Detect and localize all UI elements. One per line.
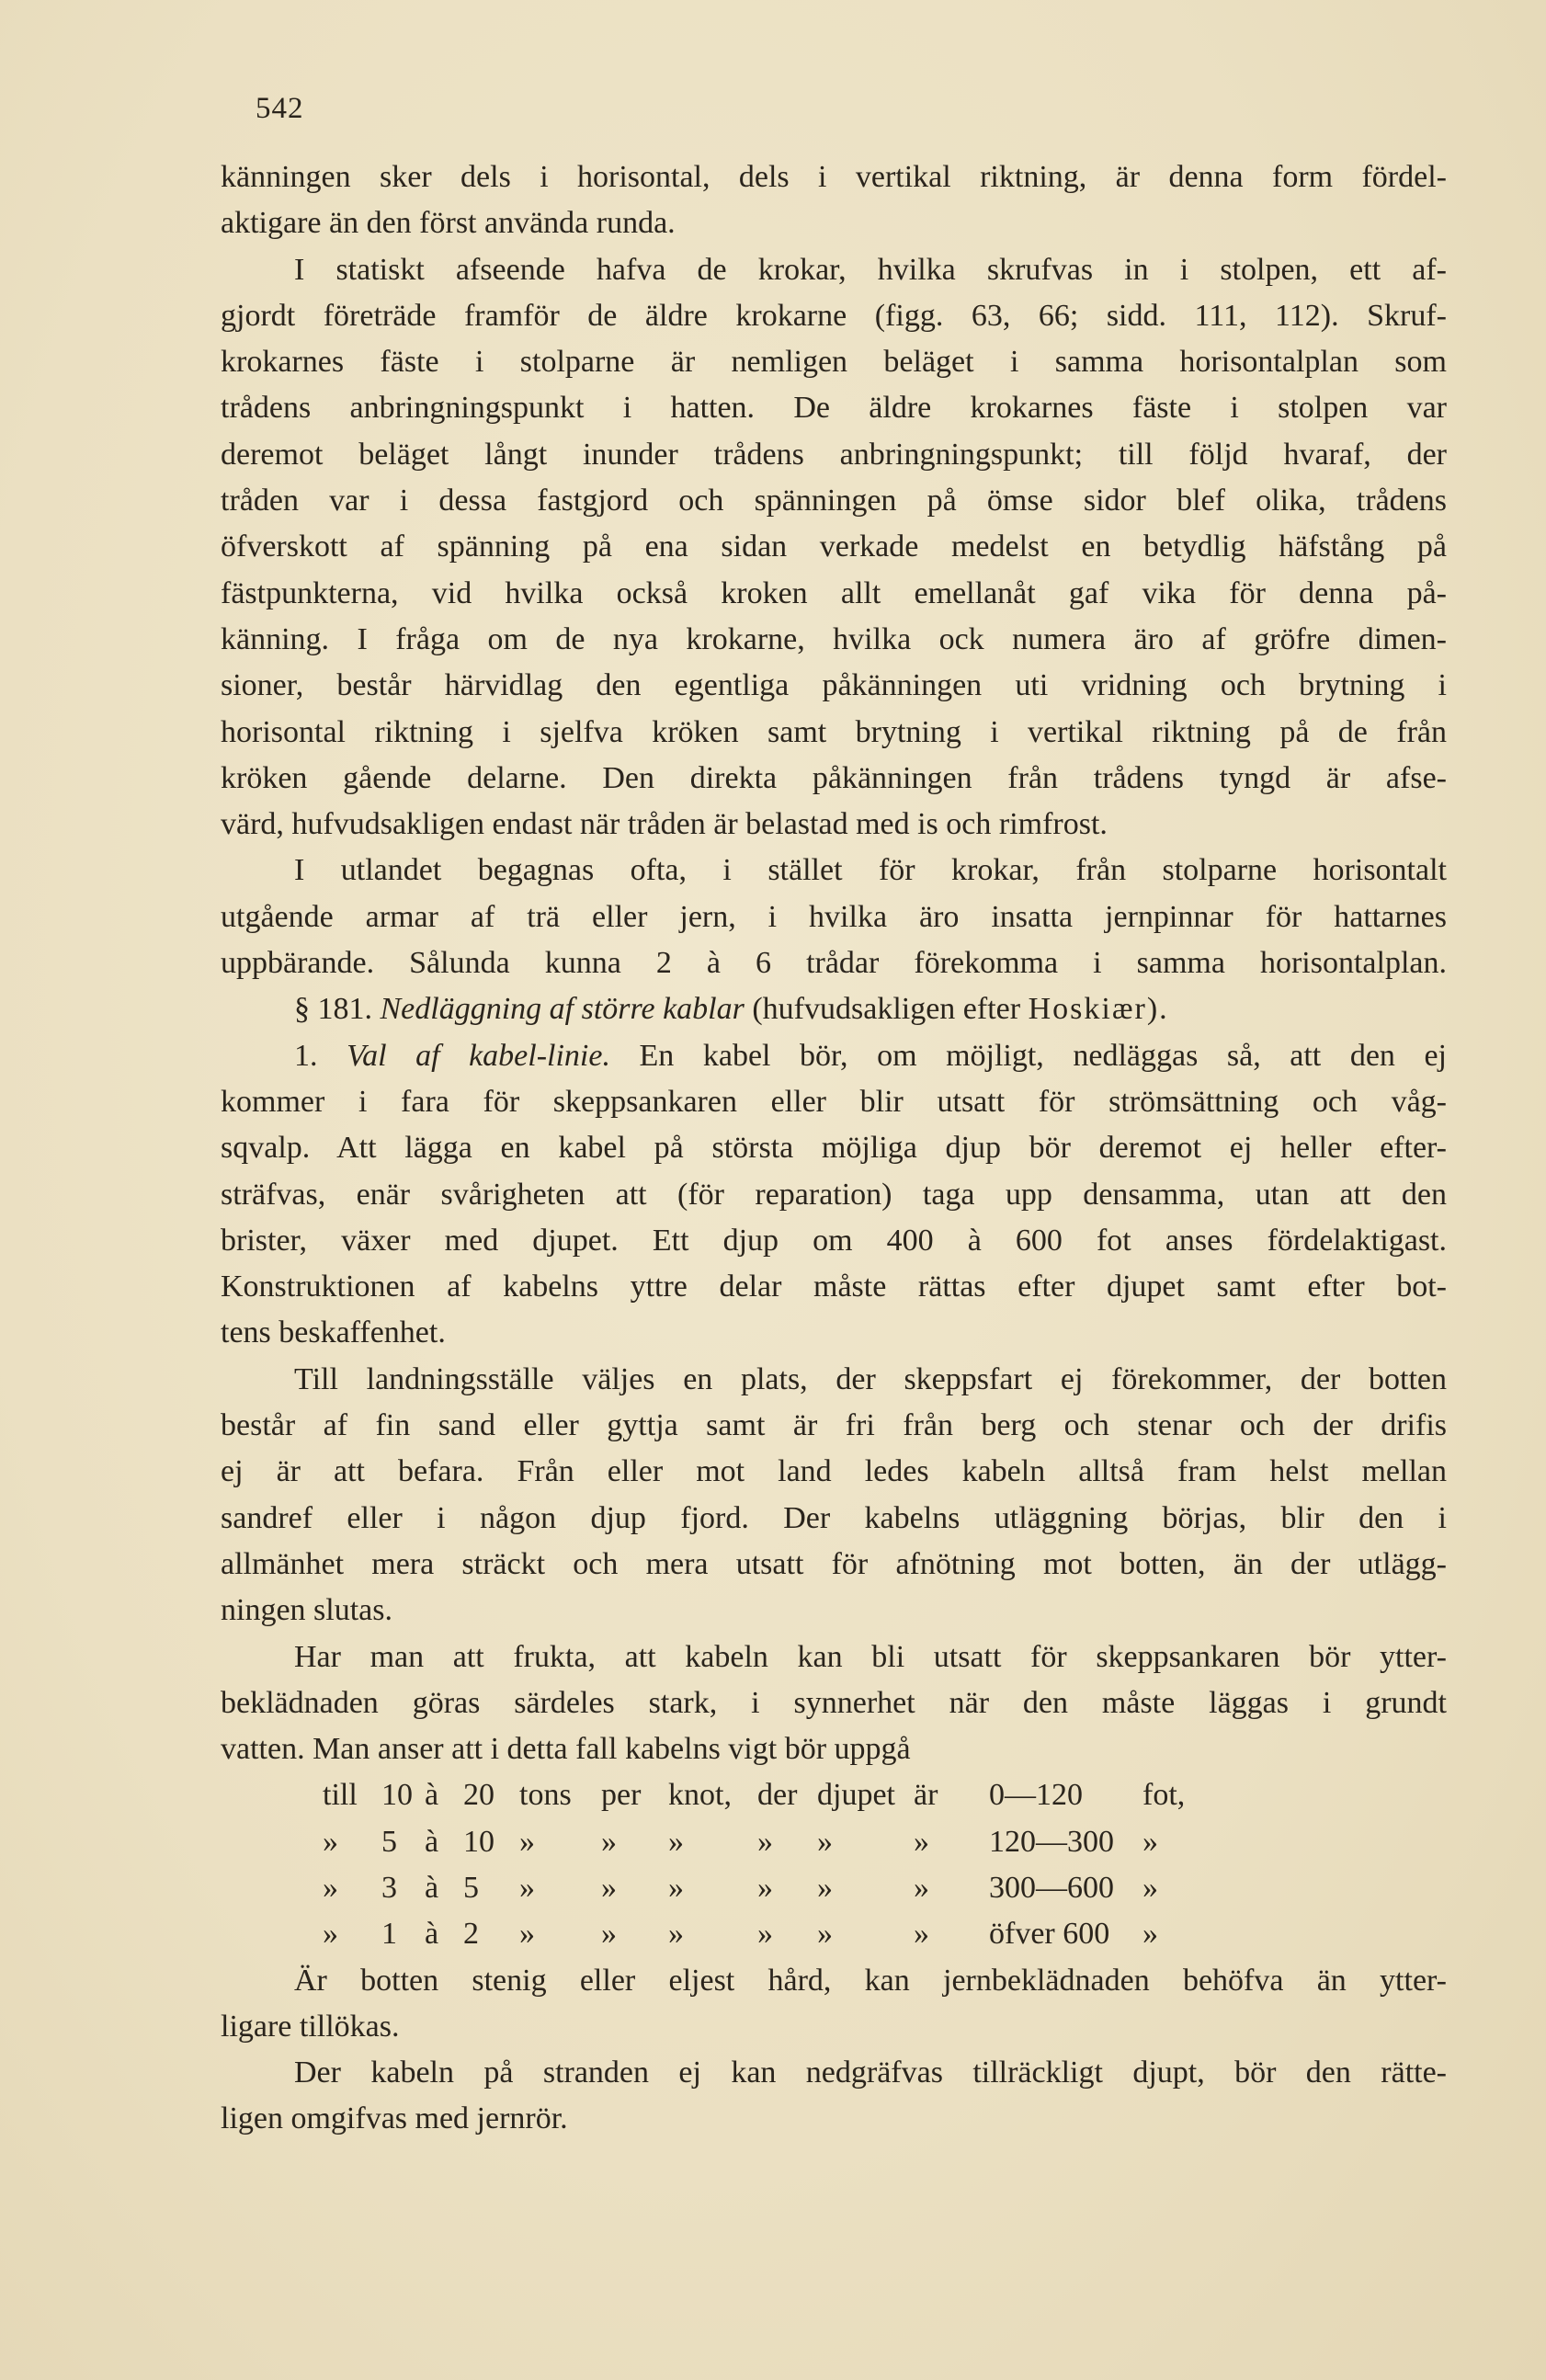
table-row [221,1772,1447,1818]
section-author: Hoskiær). [1028,992,1169,1027]
text-line: Har man att frukta, att kabeln kan bli utsatt för skeppsankaren bör ytter- [294,1639,1447,1674]
text-line: I utlandet begagnas ofta, i stället för krokar, från stolparne horisontalt [294,853,1447,888]
table-cell: 20 [463,1778,494,1813]
subheading-number: 1. [294,1038,318,1073]
text-line: ligen omgifvas med jernrör. [221,2101,568,2136]
section-note: (hufvudsakligen efter [752,992,1021,1027]
table-cell: » [601,1824,617,1859]
text-line: Är botten stenig eller eljest hård, kan jernbeklädnaden behöfva än ytter- [294,1963,1447,1998]
table-cell: » [601,1870,617,1905]
text-line: I statiskt afseende hafva de krokar, hvilka skrufvas in i stolpen, ett af- [294,252,1447,287]
table-cell: djupet [817,1778,895,1813]
table-cell: » [1142,1824,1158,1859]
table-cell: der [757,1778,798,1813]
section-title: Nedläggning af större kablar [380,992,745,1027]
table-cell: » [817,1824,833,1859]
table-cell: » [1142,1917,1158,1952]
text-line: brister, växer med djupet. Ett djup om 400 à 600 fot anses fördelaktigast. [221,1223,1447,1258]
text-line: kommer i fara för skeppsankaren eller blir utsatt för strömsättning och våg- [221,1084,1447,1119]
table-cell: » [817,1917,833,1952]
text-line: gjordt företräde framför de äldre krokarne (figg. 63, 66; sidd. 111, 112). Skruf- [221,298,1447,333]
paragraph-block-3 [221,1958,1447,2143]
table-cell: » [668,1824,684,1859]
table-cell: 3 [381,1870,397,1905]
table-cell: » [757,1917,773,1952]
text-line: utgående armar af trä eller jern, i hvilka äro insatta jernpinnar för hattarnes [221,899,1447,934]
text-line: kröken gående delarne. Den direkta påkänningen från trådens tyngd är afse- [221,760,1447,795]
table-cell: 10 [463,1824,494,1859]
table-cell: 120—300 [989,1824,1114,1859]
text-line: uppbärande. Sålunda kunna 2 à 6 trådar förekomma i samma horisontalplan. [221,946,1447,981]
table-cell: » [1142,1870,1158,1905]
text-line: sioner, består härvidlag den egentliga påkänningen uti vridning och brytning i [221,668,1447,703]
table-cell: knot, [668,1778,732,1813]
table-row [221,1819,1447,1865]
table-cell: 300—600 [989,1870,1114,1905]
page-number: 542 [256,92,304,125]
table-cell: 10 [381,1778,413,1813]
table-cell: à [425,1917,439,1952]
text-line: sandref eller i någon djup fjord. Der kabelns utläggning börjas, blir den i [221,1500,1447,1535]
text-line: tens beskaffenhet. [221,1315,446,1350]
table-cell: » [757,1824,773,1859]
table-cell: » [323,1824,338,1859]
table-cell: till [323,1778,358,1813]
table-cell: » [914,1870,929,1905]
table-cell: » [817,1870,833,1905]
table-cell: » [519,1917,535,1952]
text-line: ej är att befara. Från eller mot land ledes kabeln alltså fram helst mellan [221,1454,1447,1489]
text-line: aktigare än den först använda runda. [221,206,676,241]
text-line: trådens anbringningspunkt i hatten. De äldre krokarnes fäste i stolpen var [221,391,1447,426]
section-heading [221,986,1447,1032]
paragraph-block-2 [221,1079,1447,1772]
text-line: Der kabeln på stranden ej kan nedgräfvas tillräckligt djupt, bör den rätte- [294,2055,1447,2090]
text-line: Till landningsställe väljes en plats, der skeppsfart ej förekommer, der botten [294,1361,1447,1396]
subheading-title: Val af kabel-linie. [347,1038,610,1073]
table-cell: 1 [381,1917,397,1952]
table-cell: » [323,1870,338,1905]
table-cell: » [668,1870,684,1905]
table-cell: 2 [463,1917,479,1952]
table-cell: » [519,1824,535,1859]
table-cell: 0—120 [989,1778,1083,1813]
text-line: tråden var i dessa fastgjord och spänningen på ömse sidor blef olika, trådens [221,484,1447,518]
table-cell: à [425,1870,439,1905]
text-line: öfverskott af spänning på ena sidan verkade medelst en betydlig häfstång på [221,530,1447,564]
table-cell: per [601,1778,642,1813]
table-cell: fot, [1142,1778,1186,1813]
table-cell: tons [519,1778,572,1813]
text-line: beklädnaden göras särdeles stark, i synnerhet när den måste läggas i grundt [221,1685,1447,1720]
table-cell: à [425,1824,439,1859]
table-cell: » [757,1870,773,1905]
paragraph-block-1 [221,154,1447,986]
text-line: består af fin sand eller gyttja samt är fri från berg och stenar och der drifis [221,1408,1447,1443]
table-cell: » [668,1917,684,1952]
page-body [221,154,1447,2143]
table-row [221,1865,1447,1911]
text-line: fästpunkterna, vid hvilka också kroken allt emellanåt gaf vika för denna på- [221,575,1447,610]
text-line: känning. I fråga om de nya krokarne, hvilka ock numera äro af gröfre dimen- [221,621,1447,656]
table-cell: 5 [463,1870,479,1905]
subheading-line [221,1033,1447,1079]
text-line: sträfvas, enär svårigheten att (för reparation) taga upp densamma, utan att den [221,1177,1447,1212]
table-cell: » [601,1917,617,1952]
table-cell: 5 [381,1824,397,1859]
table-cell: öfver 600 [989,1917,1110,1952]
text-line: ligare tillökas. [221,2009,400,2044]
table-cell: à [425,1778,439,1813]
table-row [221,1911,1447,1957]
table-cell: är [914,1778,938,1813]
table-cell: » [323,1917,338,1952]
text-line: sqvalp. Att lägga en kabel på största möjliga djup bör deremot ej heller efter- [221,1131,1447,1166]
table-cell: » [519,1870,535,1905]
text-line: horisontal riktning i sjelfva kröken samt brytning i vertikal riktning på de från [221,714,1447,749]
text-line: krokarnes fäste i stolparne är nemligen beläget i samma horisontalplan som [221,345,1447,380]
text-line: Konstruktionen af kabelns yttre delar måste rättas efter djupet samt efter bot- [221,1270,1447,1304]
weight-table [221,1772,1447,1957]
table-cell: » [914,1824,929,1859]
text-line: värd, hufvudsakligen endast när tråden är belastad med is och rimfrost. [221,807,1108,842]
text-line: ningen slutas. [221,1593,392,1628]
section-number: § 181. [294,992,372,1027]
table-cell: » [914,1917,929,1952]
text-line: deremot beläget långt inunder trådens anbringningspunkt; till följd hvaraf, der [221,437,1447,472]
text-line: vatten. Man anser att i detta fall kabelns vigt bör uppgå [221,1732,911,1767]
subheading-rest: En kabel bör, om möjligt, nedläggas så, att den ej [639,1038,1448,1073]
text-line: allmänhet mera sträckt och mera utsatt för afnötning mot botten, än der utlägg- [221,1546,1447,1581]
text-line: känningen sker dels i horisontal, dels i vertikal riktning, är denna form fördel- [221,160,1447,194]
